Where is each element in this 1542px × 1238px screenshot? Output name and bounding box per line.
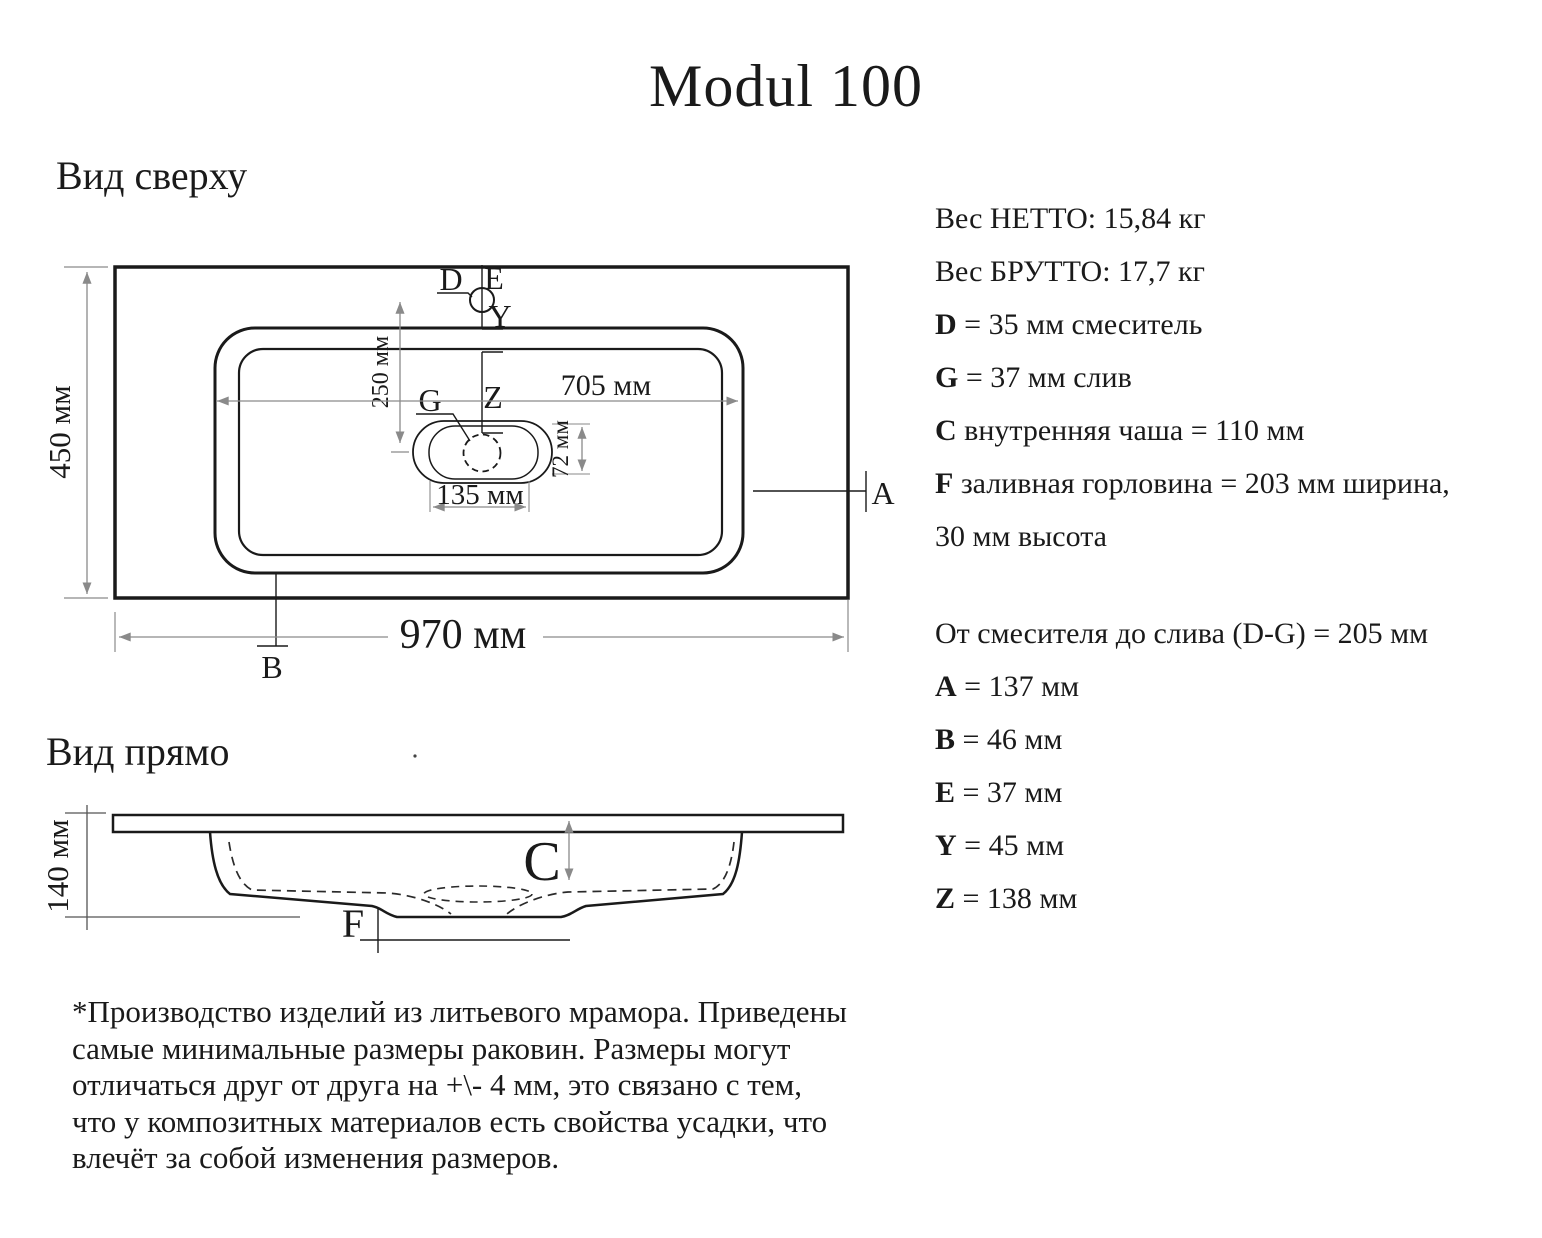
marker-d-label: D (439, 261, 463, 297)
spec-value: = 137 мм (956, 670, 1080, 703)
marker-a-label: A (871, 475, 895, 511)
spec-row (935, 713, 1450, 766)
marker-f-label: F (341, 901, 365, 946)
footnote-line: что у композитных материалов есть свойства усадки, что (72, 1103, 828, 1139)
spec-row (935, 766, 1450, 819)
spec-key: D (935, 308, 957, 341)
spec-value: = 45 мм (956, 829, 1065, 862)
print-speck (413, 754, 416, 757)
bowl-outer-profile (210, 832, 742, 917)
dim-135-text: 135 мм (436, 479, 524, 511)
dim-250-text: 250 мм (368, 335, 394, 409)
spec-value: Вес НЕТТО: 15,84 кг (935, 202, 1206, 235)
spec-row (935, 457, 1450, 510)
basin-outer-outline (215, 328, 743, 573)
spec-row (935, 404, 1450, 457)
spec-key: C (935, 414, 957, 447)
marker-e-label: E (484, 260, 504, 296)
footnote-line: отличаться друг от друга на +\- 4 мм, это связано с тем, (72, 1067, 802, 1102)
spec-value: Вес БРУТТО: 17,7 кг (935, 255, 1205, 288)
spec-row (935, 819, 1450, 872)
spec-row (935, 298, 1450, 351)
spec-value: внутренняя чаша = 110 мм (956, 414, 1305, 447)
dim-705mm (217, 369, 738, 402)
dim-450-text: 450 мм (42, 385, 77, 479)
spec-value: заливная горловина = 203 мм ширина, (953, 467, 1450, 500)
marker-z-label: Z (483, 379, 503, 415)
slab-outline (113, 815, 843, 832)
footnote-line: *Производство изделий из литьевого мрамора. Приведены (72, 994, 847, 1029)
spec-value: 30 мм высота (935, 520, 1108, 553)
spec-row (935, 660, 1450, 713)
marker-b (257, 573, 288, 685)
spec-row (935, 245, 1450, 298)
spec-value: От смесителя до слива (D-G) = 205 мм (935, 617, 1429, 650)
spec-value: = 35 мм смеситель (956, 308, 1203, 341)
spec-key: A (935, 670, 957, 703)
dim-450mm (42, 267, 108, 598)
footnote (72, 994, 872, 1177)
spec-value: = 46 мм (955, 723, 1063, 756)
dim-135mm (430, 479, 529, 512)
spec-key: B (935, 723, 956, 756)
page-title: Modul 100 (648, 53, 924, 119)
dim-140-text: 140 мм (40, 819, 75, 913)
spec-value: = 37 мм слив (958, 361, 1132, 394)
drain-dashed-ellipse (424, 886, 532, 902)
spec-key: F (935, 467, 954, 500)
dim-250mm (368, 302, 409, 452)
marker-f (342, 901, 570, 953)
top-view-label: Вид сверху (56, 153, 248, 198)
dim-72-text: 72 мм (548, 420, 573, 478)
footnote-line: самые минимальные размеры раковин. Размеры могут (72, 1030, 791, 1066)
spec-row (935, 510, 1450, 563)
spec-key: Z (935, 882, 956, 915)
spec-key: G (935, 361, 959, 394)
front-view-label: Вид прямо (46, 729, 230, 774)
dim-970mm (115, 600, 848, 658)
marker-b-label: B (261, 649, 283, 685)
marker-a (753, 471, 895, 512)
marker-y-label: Y (488, 298, 512, 334)
spec-row (935, 607, 1450, 660)
spec-list (935, 192, 1450, 925)
marker-c-label: C (523, 831, 561, 893)
marker-g-label: G (418, 382, 442, 418)
top-view-drawing (42, 260, 895, 685)
dim-705-text: 705 мм (560, 369, 652, 402)
dim-140mm (40, 805, 300, 930)
spec-row (935, 192, 1450, 245)
footnote-line: влечёт за собой изменения размеров. (72, 1140, 560, 1175)
spec-key: E (935, 776, 956, 809)
dim-72mm (548, 420, 590, 478)
spec-value: = 37 мм (955, 776, 1063, 809)
spec-row (935, 872, 1450, 925)
front-view-drawing (40, 805, 843, 953)
dim-970-text: 970 мм (399, 612, 527, 658)
spec-row (935, 351, 1450, 404)
spec-key: Y (935, 829, 957, 862)
spec-value: = 138 мм (955, 882, 1078, 915)
